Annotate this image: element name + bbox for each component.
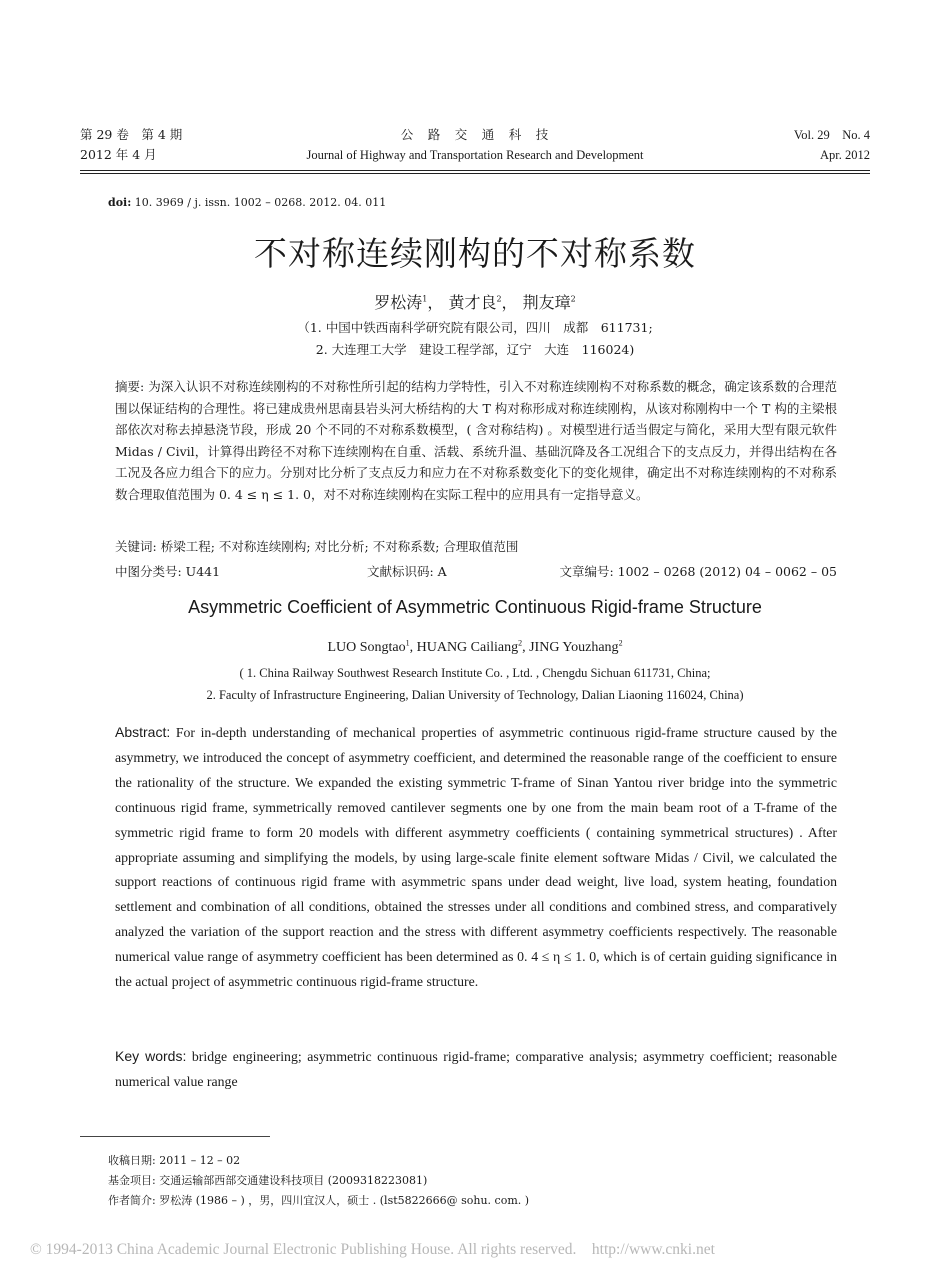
author-name: 罗松涛 (374, 293, 423, 312)
footnote-rule (80, 1136, 270, 1137)
header-journal-en: Journal of Highway and Transportation Research and Development (306, 148, 644, 162)
affiliation-cn-2: 2. 大连理工大学 建设工程学部，辽宁 大连 116024) (315, 342, 635, 357)
author-name: LUO Songtao (327, 640, 406, 655)
author-name: 黄才良 (448, 293, 497, 312)
author-affil-mark: 1 (405, 638, 410, 648)
affiliation-en-2: 2. Faculty of Infrastructure Engineering, Dalian University of Technology, Dalian Liaoning 116024, China) (206, 688, 744, 702)
paper-title-en: Asymmetric Coefficient of Asymmetric Continuous Rigid-frame Structure (188, 597, 762, 617)
abstract-cn-label: 摘要: (115, 379, 145, 394)
author-name: 荆友璋 (522, 293, 571, 312)
author-separator: , (409, 640, 417, 655)
paper-title-cn: 不对称连续刚构的不对称系数 (254, 234, 696, 273)
author-separator: ， (427, 293, 444, 312)
document-code: 文献标识码: A (367, 564, 447, 579)
copyright-footer: © 1994-2013 China Academic Journal Electronic Publishing House. All rights reserved. http://www.cnki.net (30, 1241, 715, 1258)
affiliation-en-1: ( 1. China Railway Southwest Research Institute Co. , Ltd. , Chengdu Sichuan 611731, China; (239, 666, 711, 680)
article-number: 文章编号: 1002 – 0268 (2012) 04 – 0062 – 05 (559, 564, 837, 579)
header-date-cn: 2012 年 4 月 (80, 147, 157, 162)
header-journal-cn: 公 路 交 通 科 技 (400, 127, 550, 142)
header-rule-bottom (80, 173, 870, 174)
footnote-funding: 基金项目: 交通运输部西部交通建设科技项目 (2009318223081) (108, 1174, 428, 1187)
header-vol-no: Vol. 29 No. 4 (793, 128, 870, 142)
keywords-cn-text: 桥梁工程; 不对称连续刚构; 对比分析; 不对称系数; 合理取值范围 (156, 539, 519, 554)
keywords-cn-label: 关键词: (115, 539, 157, 554)
header-volume-issue: 第 29 卷 第 4 期 (80, 127, 183, 142)
author-list-cn (0, 290, 950, 313)
footnote-author-bio: 作者简介: 罗松涛 (1986 – ) ，男，四川宜汉人，硕士 . (lst5822666@ sohu. com. ) (108, 1194, 530, 1207)
keywords-en-label: Key words: (115, 1048, 187, 1064)
author-affil-mark: 1 (422, 294, 428, 304)
abstract-en (115, 720, 837, 995)
doi-line (108, 196, 386, 209)
header-rule-top (80, 170, 870, 171)
keywords-en-text: bridge engineering; asymmetric continuous rigid-frame; comparative analysis; asymmetry coefficient; reasonable numerical value range (115, 1049, 837, 1089)
abstract-en-text: For in-depth understanding of mechanical properties of asymmetric continuous rigid-frame structure caused by the asymmetry, we introduced the concept of asymmetry coefficient, and determined the reasonable range of the coefficient to ensure the rationality of the structure. We expanded the existing symmetric T-frame of Sinan Yantou river bridge into the symmetric continuous rigid frame, symmetrically removed cantilever segments one by one from the main beam root of a T-frame of the symmetric rigid frame to form 20 models with different asymmetry coefficients ( containing symmetrical structures) . After appropriate assuming and simplifying the models, by using large-scale finite element software Midas / Civil, we calculated the support reactions of continuous rigid frame with asymmetric spans under dead weight, live load, system heating, foundation settlement and combination of all conditions, obtained the stresses under all conditions and combined stress, and comparatively analyzed the variation of the support reaction and the stress with different asymmetry coefficients respectively. The reasonable numerical value range of asymmetry coefficient has been determined as 0. 4 ≤ η ≤ 1. 0, which is of certain guiding significance in the actual project of asymmetric continuous rigid-frame structure. (115, 725, 837, 990)
author-affil-mark: 2 (518, 638, 523, 648)
affiliation-cn-1: （1. 中国中铁西南科学研究院有限公司，四川 成都 611731; (297, 320, 653, 335)
author-separator: , (522, 640, 530, 655)
abstract-cn (115, 376, 837, 505)
footnote-received-date: 收稿日期: 2011 – 12 – 02 (108, 1154, 241, 1167)
doi-value[interactable]: 10. 3969 / j. issn. 1002 – 0268. 2012. 04. 011 (134, 196, 387, 209)
author-affil-mark: 2 (496, 294, 502, 304)
keywords-cn (115, 536, 837, 558)
author-list-en (0, 640, 950, 656)
keywords-en (115, 1044, 837, 1095)
abstract-cn-text: 为深入认识不对称连续刚构的不对称性所引起的结构力学特性，引入不对称连续刚构不对称系数的概念，确定该系数的合理范围以保证结构的合理性。将已建成贵州思南县岩头河大桥结构的大 T 构对称形成对称连续刚构，从该对称刚构中一个 T 构的主梁根部依次对称去掉悬浇节段，形成 20 个不同的不对称系数模型，( 含对称结构) 。对模型进行适当假定与简化，采用大型有限元软件 Midas / Civil，计算得出跨径不对称下连续刚构在自重、活载、系统升温、基础沉降及各工况组合下的支点反力，并得出结构在各工况及各应力组合下的应力。分别对比分析了支点反力和应力在不对称系数变化下的变化规律，确定出不对称连续刚构的不对称系数合理取值范围为 0. 4 ≤ η ≤ 1. 0，对不对称连续刚构在实际工程中的应用具有一定指导意义。 (115, 379, 837, 502)
author-affil-mark: 2 (618, 638, 623, 648)
author-name: HUANG Cailiang (416, 640, 519, 655)
abstract-en-label: Abstract: (115, 724, 171, 740)
doi-label: doi: (108, 196, 132, 209)
author-name: JING Youzhang (529, 640, 619, 655)
author-separator: ， (501, 293, 518, 312)
author-affil-mark: 2 (570, 294, 576, 304)
clc-number: 中图分类号: U441 (115, 564, 221, 579)
header-date-en: Apr. 2012 (820, 148, 870, 162)
